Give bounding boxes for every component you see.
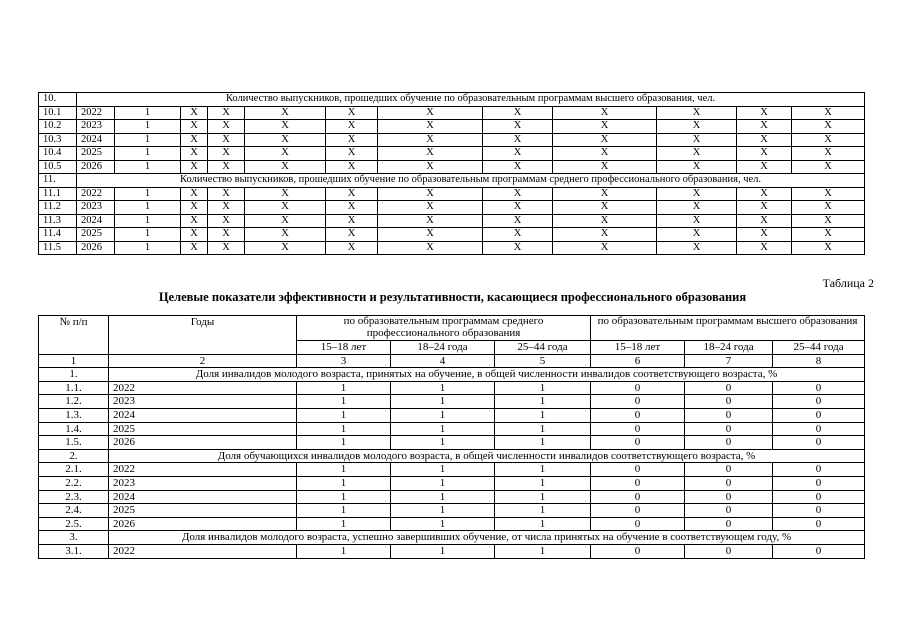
row-value: 0 [773,422,865,436]
row-value: 0 [591,395,685,409]
row-value: X [245,120,326,134]
row-value: 0 [773,517,865,531]
row-value: X [245,133,326,147]
row-value: 0 [685,517,773,531]
row-value: 0 [773,463,865,477]
table-row [39,490,865,504]
row-value: 1 [297,436,391,450]
row-value: 0 [773,544,865,558]
row-value: 1 [495,490,591,504]
row-value: X [737,160,792,174]
row-value: X [657,201,737,215]
row-value: 1 [391,504,495,518]
row-value: X [326,214,378,228]
section-header-row [39,449,865,463]
row-id: 11.1 [39,187,77,201]
col-index: 3 [297,354,391,368]
row-year: 2024 [77,133,115,147]
table-row [39,463,865,477]
section-header-row [39,368,865,382]
row-value: 1 [495,395,591,409]
row-year: 2025 [77,147,115,161]
table-row [39,241,865,255]
row-value: X [553,201,657,215]
row-value: 1 [115,120,181,134]
row-value: 1 [391,422,495,436]
row-value: X [737,201,792,215]
row-value: X [245,201,326,215]
row-value: X [208,106,245,120]
row-value: X [181,133,208,147]
section-header-row [39,174,865,188]
row-value: 1 [115,201,181,215]
row-value: 0 [773,476,865,490]
row-id: 10.1 [39,106,77,120]
row-year: 2024 [109,490,297,504]
row-value: X [326,147,378,161]
row-year: 2025 [77,228,115,242]
graduates-table [38,92,865,255]
row-value: X [792,133,865,147]
row-value: X [657,106,737,120]
row-value: X [737,228,792,242]
col-index: 7 [685,354,773,368]
row-value: 0 [773,408,865,422]
section-number: 3. [39,531,109,545]
row-value: X [792,106,865,120]
row-value: X [181,228,208,242]
row-value: X [378,201,483,215]
row-value: X [553,187,657,201]
row-id: 11.4 [39,228,77,242]
row-value: X [737,133,792,147]
row-value: 1 [115,241,181,255]
row-value: X [553,214,657,228]
row-value: 0 [773,490,865,504]
row-value: 1 [495,544,591,558]
row-value: 0 [773,381,865,395]
table-row [39,160,865,174]
row-value: X [792,160,865,174]
row-year: 2025 [109,422,297,436]
section-header-row [39,93,865,107]
row-value: 1 [391,544,495,558]
row-value: X [792,214,865,228]
row-value: X [483,187,553,201]
row-value: X [208,187,245,201]
row-value: X [792,120,865,134]
row-value: 0 [591,517,685,531]
row-value: X [792,201,865,215]
row-value: X [657,241,737,255]
row-value: X [553,241,657,255]
row-year: 2025 [109,504,297,518]
row-value: X [483,106,553,120]
row-value: 1 [391,463,495,477]
row-id: 1.3. [39,408,109,422]
row-value: 0 [685,422,773,436]
row-value: 1 [115,106,181,120]
row-value: X [657,228,737,242]
row-year: 2023 [109,395,297,409]
row-value: X [483,147,553,161]
col-index: 4 [391,354,495,368]
row-value: 1 [495,476,591,490]
row-value: 1 [495,463,591,477]
row-value: X [378,187,483,201]
row-value: 0 [591,422,685,436]
row-year: 2023 [109,476,297,490]
row-value: X [208,201,245,215]
row-value: X [737,241,792,255]
row-value: X [208,214,245,228]
row-value: X [657,160,737,174]
row-value: 1 [495,422,591,436]
row-value: 1 [297,544,391,558]
table-row [39,476,865,490]
row-value: X [378,241,483,255]
table-row [39,395,865,409]
row-value: X [657,120,737,134]
table-title: Целевые показатели эффективности и результативности, касающиеся профессионального образования [158,290,747,304]
age-header: 15–18 лет [591,341,685,355]
row-value: X [737,147,792,161]
row-id: 3.1. [39,544,109,558]
row-id: 10.4 [39,147,77,161]
row-value: X [792,187,865,201]
row-year: 2023 [77,120,115,134]
row-value: X [245,228,326,242]
table-row [39,133,865,147]
row-id: 2.2. [39,476,109,490]
row-value: X [245,160,326,174]
row-value: 1 [297,490,391,504]
section-title: Доля инвалидов молодого возраста, принятых на обучение, в общей численности инвалидов соответствующего возраста, % [109,368,865,382]
row-value: X [245,106,326,120]
row-value: X [326,133,378,147]
table-row [39,436,865,450]
table-row [39,517,865,531]
section-header-row [39,531,865,545]
row-id: 10.5 [39,160,77,174]
table-row [39,422,865,436]
row-value: X [181,120,208,134]
row-year: 2026 [77,160,115,174]
row-value: X [326,120,378,134]
row-value: 0 [685,504,773,518]
row-value: 1 [115,133,181,147]
row-value: 1 [391,436,495,450]
row-id: 1.2. [39,395,109,409]
row-value: X [208,133,245,147]
col-group-vo: по образовательным программам высшего образования [591,316,865,341]
row-value: X [181,160,208,174]
row-value: 1 [115,214,181,228]
col-index: 5 [495,354,591,368]
row-id: 10.2 [39,120,77,134]
row-value: 1 [391,517,495,531]
section-number: 10. [39,93,77,107]
section-title: Количество выпускников, прошедших обучение по образовательным программам среднего профессионального образования, чел. [77,174,865,188]
row-year: 2026 [109,517,297,531]
table-row [39,381,865,395]
row-id: 1.1. [39,381,109,395]
header-row-indices [39,354,865,368]
row-value: X [483,228,553,242]
row-value: X [245,187,326,201]
row-value: X [483,214,553,228]
age-header: 18–24 года [391,341,495,355]
row-value: X [792,228,865,242]
row-value: X [326,228,378,242]
row-year: 2026 [77,241,115,255]
row-id: 2.1. [39,463,109,477]
row-value: 0 [685,381,773,395]
col-index: 8 [773,354,865,368]
row-value: 0 [773,504,865,518]
row-value: 1 [297,463,391,477]
row-value: 0 [591,490,685,504]
age-header: 15–18 лет [297,341,391,355]
row-value: X [553,106,657,120]
row-id: 10.3 [39,133,77,147]
col-index: 6 [591,354,685,368]
row-value: X [657,133,737,147]
row-value: X [378,120,483,134]
row-value: X [483,201,553,215]
row-value: X [245,147,326,161]
row-value: 0 [685,490,773,504]
row-value: X [326,201,378,215]
row-value: 0 [591,463,685,477]
row-value: 0 [685,544,773,558]
table-row [39,120,865,134]
row-value: X [483,133,553,147]
row-value: X [378,133,483,147]
row-value: X [326,106,378,120]
row-year: 2022 [109,381,297,395]
row-value: X [181,201,208,215]
row-year: 2026 [109,436,297,450]
row-value: X [181,214,208,228]
row-year: 2023 [77,201,115,215]
row-value: 1 [115,147,181,161]
row-value: X [378,214,483,228]
row-value: X [326,241,378,255]
row-value: X [737,120,792,134]
row-id: 11.2 [39,201,77,215]
row-value: 1 [115,160,181,174]
table-number: Таблица 2 [822,276,874,290]
section-title: Количество выпускников, прошедших обучение по образовательным программам высшего образования, чел. [77,93,865,107]
row-id: 1.5. [39,436,109,450]
row-value: 0 [773,436,865,450]
row-value: 0 [591,544,685,558]
row-value: X [657,187,737,201]
row-value: X [483,160,553,174]
row-value: X [657,214,737,228]
row-value: 1 [297,504,391,518]
row-value: X [181,241,208,255]
table-row [39,147,865,161]
row-value: 0 [685,408,773,422]
row-id: 11.5 [39,241,77,255]
row-value: X [181,187,208,201]
row-value: X [181,147,208,161]
row-value: X [208,228,245,242]
section-number: 1. [39,368,109,382]
row-value: X [737,106,792,120]
table-row [39,544,865,558]
table-row [39,408,865,422]
row-value: 1 [391,476,495,490]
row-value: X [737,187,792,201]
row-value: 1 [391,408,495,422]
row-year: 2022 [77,187,115,201]
row-value: 0 [591,381,685,395]
col-group-spo: по образовательным программам среднего профессионального образования [297,316,591,341]
header-row-1 [39,316,865,341]
row-value: X [208,241,245,255]
row-year: 2022 [109,463,297,477]
row-value: X [737,214,792,228]
row-id: 1.4. [39,422,109,436]
row-value: X [483,120,553,134]
row-value: 1 [115,187,181,201]
row-value: 1 [115,228,181,242]
section-number: 2. [39,449,109,463]
row-value: X [657,147,737,161]
row-value: X [553,133,657,147]
row-id: 2.3. [39,490,109,504]
row-value: X [792,147,865,161]
section-title: Доля инвалидов молодого возраста, успешно завершивших обучение, от числа принятых на обучение в соответствующем году, % [109,531,865,545]
row-value: 1 [495,436,591,450]
row-value: 0 [685,463,773,477]
row-value: 1 [391,381,495,395]
row-value: X [553,228,657,242]
age-header: 18–24 года [685,341,773,355]
row-value: 1 [297,422,391,436]
section-number: 11. [39,174,77,188]
row-value: 1 [297,395,391,409]
row-value: 0 [685,395,773,409]
table-row [39,504,865,518]
row-value: X [326,160,378,174]
row-year: 2022 [109,544,297,558]
table-row [39,228,865,242]
row-value: 0 [591,408,685,422]
row-value: 1 [297,408,391,422]
row-value: X [326,187,378,201]
row-value: X [208,120,245,134]
col-header-years: Годы [109,316,297,355]
row-id: 11.3 [39,214,77,228]
row-value: X [378,228,483,242]
row-value: 1 [495,408,591,422]
row-value: X [483,241,553,255]
row-value: 1 [495,517,591,531]
row-value: 0 [773,395,865,409]
row-value: X [378,106,483,120]
row-value: 1 [495,381,591,395]
col-index: 2 [109,354,297,368]
row-value: 0 [685,476,773,490]
row-value: 1 [297,476,391,490]
age-header: 25–44 года [495,341,591,355]
table-row [39,106,865,120]
age-header: 25–44 года [773,341,865,355]
col-header-num: № п/п [39,316,109,355]
col-index: 1 [39,354,109,368]
row-value: X [245,214,326,228]
table-row [39,201,865,215]
row-year: 2024 [109,408,297,422]
row-value: X [553,120,657,134]
row-value: 1 [495,504,591,518]
table-row [39,187,865,201]
row-value: X [181,106,208,120]
row-value: X [553,147,657,161]
row-value: X [245,241,326,255]
row-value: 0 [591,436,685,450]
table-row [39,214,865,228]
row-value: X [378,160,483,174]
row-id: 2.5. [39,517,109,531]
row-value: 0 [685,436,773,450]
row-year: 2022 [77,106,115,120]
row-year: 2024 [77,214,115,228]
row-value: 1 [391,490,495,504]
row-value: 0 [591,504,685,518]
targets-table [38,315,865,559]
row-id: 2.4. [39,504,109,518]
row-value: 1 [297,517,391,531]
row-value: 0 [591,476,685,490]
row-value: X [208,160,245,174]
section-title: Доля обучающихся инвалидов молодого возраста, в общей численности инвалидов соответствующего возраста, % [109,449,865,463]
row-value: X [208,147,245,161]
row-value: 1 [391,395,495,409]
row-value: 1 [297,381,391,395]
row-value: X [378,147,483,161]
row-value: X [792,241,865,255]
row-value: X [553,160,657,174]
